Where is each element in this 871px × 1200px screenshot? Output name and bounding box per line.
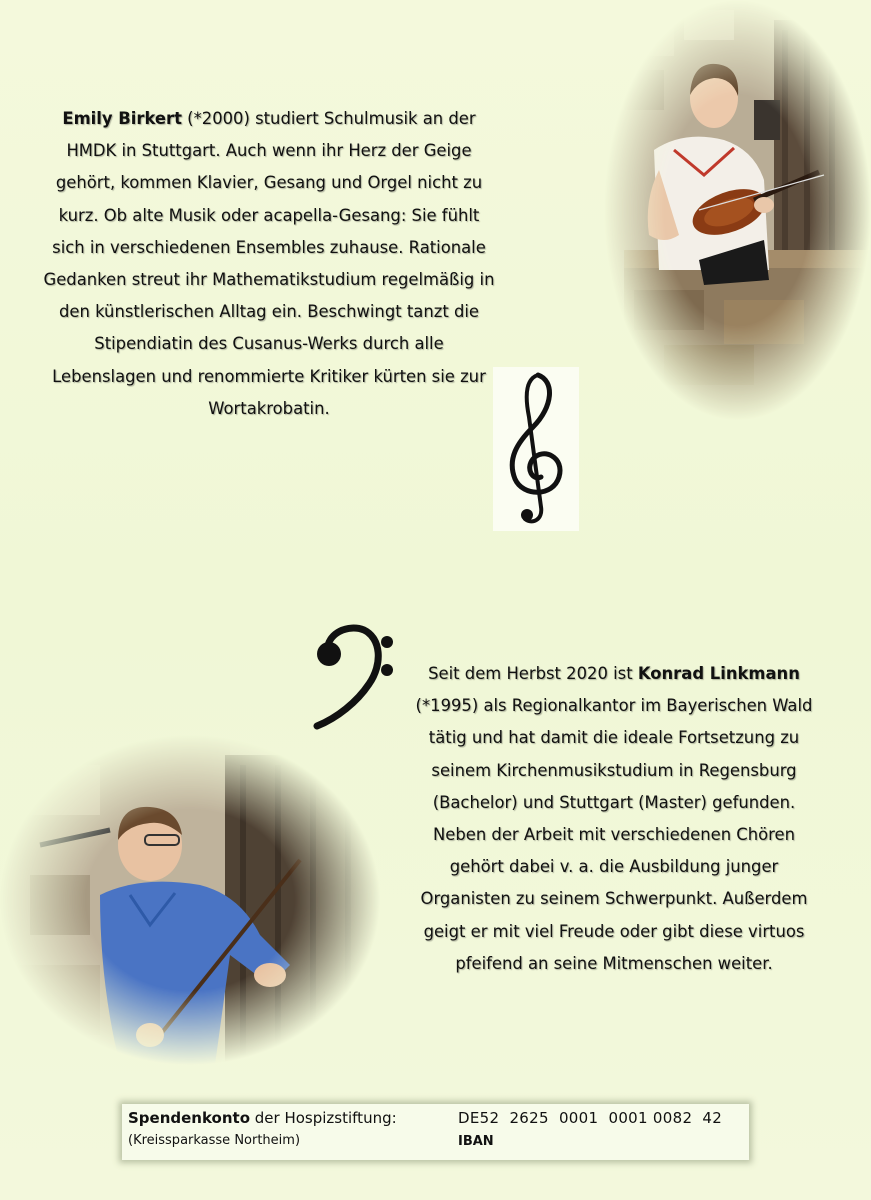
bio-konrad-name: Konrad Linkmann: [637, 664, 800, 683]
donation-label-rest: der Hospizstiftung:: [250, 1109, 397, 1127]
bio-konrad-text-before: Seit dem Herbst 2020 ist: [428, 664, 638, 683]
donation-account-label: [128, 1109, 397, 1127]
donation-iban-label: IBAN: [458, 1134, 494, 1149]
donation-account-box: [122, 1104, 749, 1160]
bio-emily-birkert: [40, 103, 498, 425]
donation-bank-name: (Kreissparkasse Northeim): [128, 1133, 301, 1148]
bio-konrad-text-after: (*1995) als Regionalkantor im Bayerischen Wald tätig und hat damit die ideale Fortsetzung zu seinem Kirchenmusikstudium in Regensburg (Bachelor) und Stuttgart (Master) gefunden. Neben der Arbeit mit verschiedenen Chören gehört dabei v. a. die Ausbildung junger Organisten zu seinem Schwerpunkt. Außerdem geigt er mit viel Freude oder gibt diese virtuos pfeifend an seine Mitmenschen weiter.: [415, 696, 813, 973]
bio-emily-name: Emily Birkert: [62, 109, 182, 128]
donation-iban-number: DE52 2625 0001 0001 0082 42: [458, 1109, 723, 1127]
bio-konrad-linkmann: [406, 658, 822, 980]
donation-label-bold: Spendenkonto: [128, 1109, 251, 1127]
treble-clef-icon: [493, 367, 579, 531]
photo-emily-violin: [604, 0, 871, 420]
bass-clef-icon: [309, 622, 399, 732]
bio-emily-text: (*2000) studiert Schulmusik an der HMDK in Stuttgart. Auch wenn ihr Herz der Geige gehört, kommen Klavier, Gesang und Orgel nicht zu kurz. Ob alte Musik oder acapella-Gesang: Sie fühlt sich in verschiedenen Ensembles zuhause. Rationale Gedanken streut ihr Mathematikstudium regelmäßig in den künstlerischen Alltag ein. Beschwingt tanzt die Stipendiatin des Cusanus-Werks durch alle Lebenslagen und renommierte Kritiker kürten sie zur Wortakrobatin.: [43, 109, 495, 418]
photo-konrad-violin: [0, 735, 380, 1065]
